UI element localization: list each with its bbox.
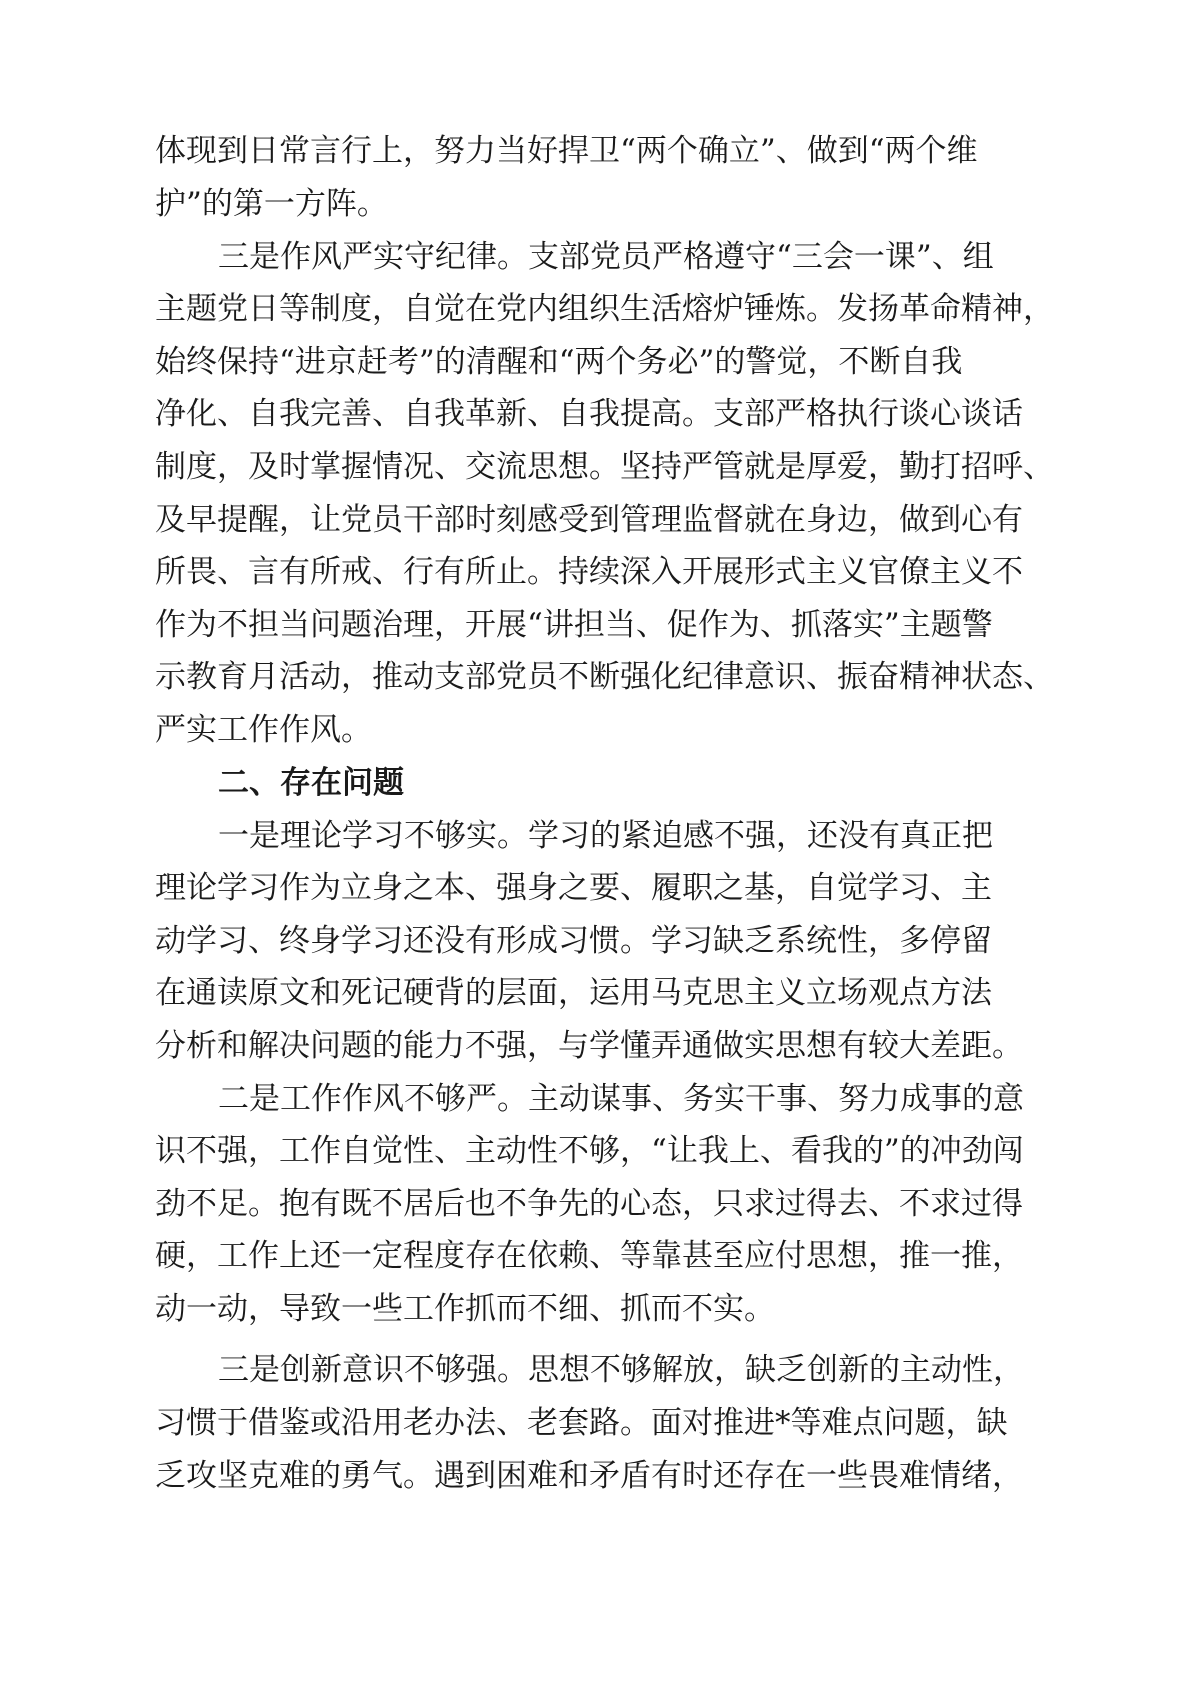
body-text-line: 制度，及时掌握情况、交流思想。坚持严管就是厚爱，勤打招呼、	[155, 449, 1054, 485]
body-text-line: 在通读原文和死记硬背的层面，运用马克思主义立场观点方法	[155, 975, 992, 1011]
body-text-line: 始终保持“进京赶考”的清醒和“两个务必”的警觉，不断自我	[155, 344, 963, 380]
body-text-line: 识不强，工作自觉性、主动性不够，“让我上、看我的”的冲劲闯	[155, 1133, 1024, 1169]
body-text-line: 作为不担当问题治理，开展“讲担当、促作为、抓落实”主题警	[155, 607, 993, 643]
body-text-line: 及早提醒，让党员干部时刻感受到管理监督就在身边，做到心有	[155, 502, 1023, 538]
body-text-line: 护”的第一方阵。	[155, 186, 388, 222]
body-text-line: 体现到日常言行上，努力当好捍卫“两个确立”、做到“两个维	[155, 133, 978, 169]
paragraph-start-line: 二是工作作风不够严。主动谋事、务实干事、努力成事的意	[218, 1081, 1024, 1117]
body-text-line: 示教育月活动，推动支部党员不断强化纪律意识、振奋精神状态、	[155, 659, 1054, 695]
body-text-line: 硬，工作上还一定程度存在依赖、等靠甚至应付思想，推一推，	[155, 1238, 1023, 1274]
body-text-line: 动一动，导致一些工作抓而不细、抓而不实。	[155, 1291, 775, 1327]
body-text-line: 劲不足。抱有既不居后也不争先的心态，只求过得去、不求过得	[155, 1186, 1023, 1222]
body-text-line: 理论学习作为立身之本、强身之要、履职之基，自觉学习、主	[155, 870, 992, 906]
body-text-line: 严实工作作风。	[155, 712, 372, 748]
body-text-line: 习惯于借鉴或沿用老办法、老套路。面对推进*等难点问题，缺	[155, 1405, 1008, 1441]
body-text-line: 动学习、终身学习还没有形成习惯。学习缺乏系统性，多停留	[155, 923, 992, 959]
body-text-line: 所畏、言有所戒、行有所止。持续深入开展形式主义官僚主义不	[155, 554, 1023, 590]
section-heading: 二、存在问题	[218, 765, 404, 801]
body-text-line: 净化、自我完善、自我革新、自我提高。支部严格执行谈心谈话	[155, 396, 1023, 432]
paragraph-start-line: 三是作风严实守纪律。支部党员严格遵守“三会一课”、组	[218, 239, 994, 275]
body-text-line: 乏攻坚克难的勇气。遇到困难和矛盾有时还存在一些畏难情绪，	[155, 1458, 1023, 1494]
body-text-line: 分析和解决问题的能力不强，与学懂弄通做实思想有较大差距。	[155, 1028, 1023, 1064]
paragraph-start-line: 三是创新意识不够强。思想不够解放，缺乏创新的主动性，	[218, 1352, 1024, 1388]
body-text-line: 主题党日等制度，自觉在党内组织生活熔炉锤炼。发扬革命精神，	[155, 291, 1054, 327]
paragraph-start-line: 一是理论学习不够实。学习的紧迫感不强，还没有真正把	[218, 818, 993, 854]
